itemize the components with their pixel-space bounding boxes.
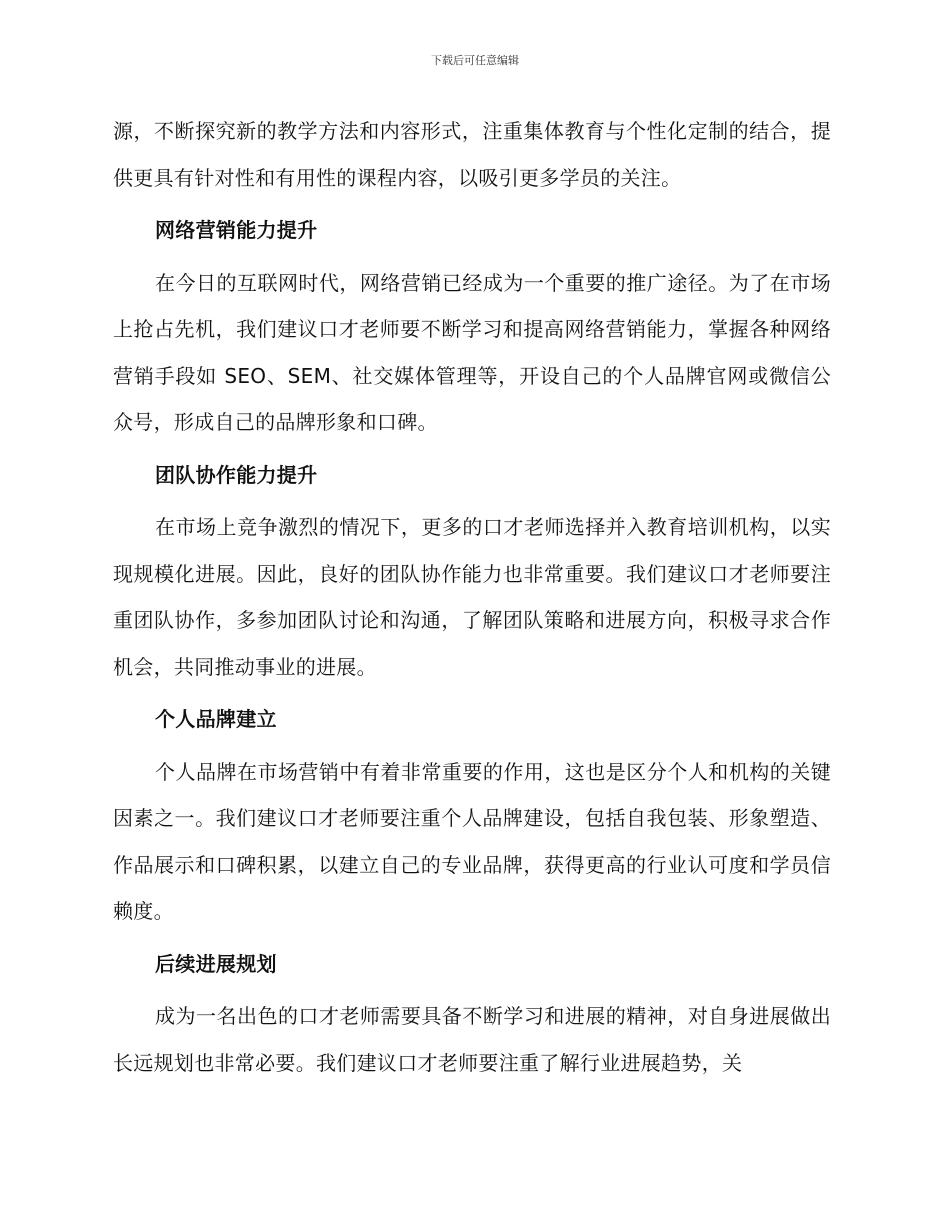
section-heading: 后续进展规划 bbox=[155, 951, 277, 976]
body-paragraph: 在今日的互联网时代，网络营销已经成为一个重要的推广途径。为了在市场上抢占先机，我们建议口才老师要不断学习和提高网络营销能力，掌握各种网络营销手段如 SEO、SEM、社交媒体管理等，开设自己的个人品牌官网或微信公众号，形成自己的品牌形象和口碑。 bbox=[113, 270, 831, 434]
section-heading: 团队协作能力提升 bbox=[155, 462, 318, 487]
page-header: 下载后可任意编辑 bbox=[431, 54, 519, 67]
body-paragraph: 源，不断探究新的教学方法和内容形式，注重集体教育与个性化定制的结合，提供更具有针对性和有用性的课程内容，以吸引更多学员的关注。 bbox=[113, 119, 831, 190]
section-heading: 网络营销能力提升 bbox=[155, 218, 318, 242]
body-paragraph: 个人品牌在市场营销中有着非常重要的作用，这也是区分个人和机构的关键因素之一。我们建议口才老师要注重个人品牌建设，包括自我包装、形象塑造、作品展示和口碑积累，以建立自己的专业品牌，获得更高的行业认可度和学员信赖度。 bbox=[113, 759, 831, 923]
document-body bbox=[113, 108, 831, 1086]
section-heading: 个人品牌建立 bbox=[155, 707, 277, 731]
body-paragraph: 成为一名出色的口才老师需要具备不断学习和进展的精神，对自身进展做出长远规划也非常必要。我们建议口才老师要注重了解行业进展趋势，关 bbox=[113, 1004, 831, 1075]
body-paragraph: 在市场上竞争激烈的情况下，更多的口才老师选择并入教育培训机构，以实现规模化进展。因此，良好的团队协作能力也非常重要。我们建议口才老师要注重团队协作，多参加团队讨论和沟通，了解团队策略和进展方向，积极寻求合作机会，共同推动事业的进展。 bbox=[113, 515, 831, 679]
